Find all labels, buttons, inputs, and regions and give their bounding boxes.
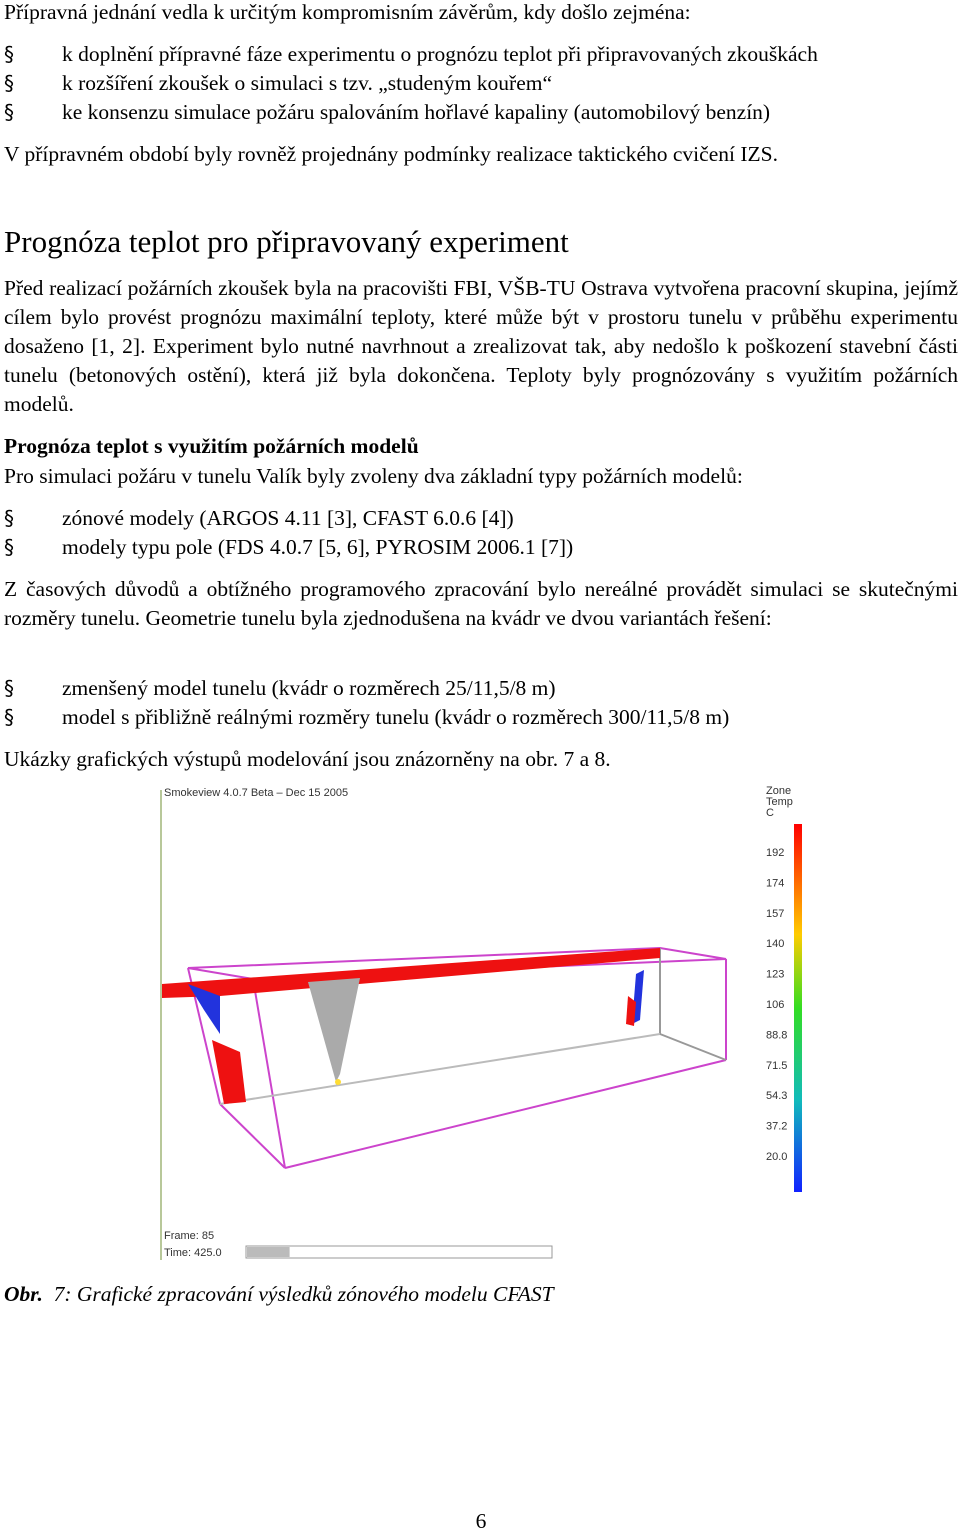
- section-sign-bullet: §: [4, 676, 14, 700]
- smokeview-figure: [160, 784, 810, 1266]
- legend-title-line: C: [766, 807, 774, 819]
- frame-label: Frame: 85: [164, 1230, 215, 1242]
- legend-tick-label: 54.3: [766, 1090, 788, 1103]
- bullet-list-2: [4, 504, 573, 562]
- legend-title-line: Temp: [766, 796, 793, 808]
- caption-text: : Grafické zpracování výsledků zónového modelu CFAST: [64, 1282, 554, 1306]
- legend-tick-label: 106: [766, 999, 785, 1011]
- fire-source: [335, 1079, 341, 1085]
- section-sign-bullet: §: [4, 100, 14, 124]
- legend-tick-label: 174: [766, 877, 785, 890]
- figure-background: [160, 784, 810, 1266]
- list-item: § model s přibližně reálnými rozměry tunelu (kvádr o rozměrech 300/11,5/8 m): [4, 703, 729, 732]
- legend-tick-label: 20.0: [766, 1151, 788, 1163]
- subsection-heading: Prognóza teplot s využitím požárních modelů: [4, 434, 419, 458]
- list-item: § k doplnění přípravné fáze experimentu o prognózu teplot při připravovaných zkouškách: [4, 40, 818, 69]
- page-number: 6: [475, 1509, 487, 1533]
- legend-color-bar: [794, 824, 802, 1192]
- time-label: Time: 425.0: [164, 1247, 222, 1259]
- time-progress-fill: [247, 1247, 290, 1257]
- geometry-paragraph: Z časových důvodů a obtížného programového zpracování bylo nereálné provádět simulaci se skutečnými rozměry tunelu. Geometrie tunelu byla zjednodušena na kvádr ve dvou variantách řešení:: [4, 577, 958, 630]
- section-heading: Prognóza teplot pro připravovaný experiment: [4, 224, 569, 259]
- list-item: § k rozšíření zkoušek o simulaci s tzv. „studeným kouřem“: [4, 69, 818, 98]
- preparation-paragraph: V přípravném období byly rovněž projednány podmínky realizace taktického cvičení IZS.: [4, 142, 778, 166]
- models-intro-paragraph: Pro simulaci požáru v tunelu Valík byly zvoleny dva základní typy požárních modelů:: [4, 464, 743, 488]
- list-item: § modely typu pole (FDS 4.0.7 [5, 6], PYROSIM 2006.1 [7]): [4, 533, 573, 562]
- legend-tick-label: 140: [766, 938, 785, 951]
- legend-tick-label: 157: [766, 907, 785, 920]
- legend-title-line: Zone: [766, 785, 792, 797]
- outputs-paragraph: Ukázky grafických výstupů modelování jsou znázorněny na obr. 7 a 8.: [4, 747, 611, 771]
- section-sign-bullet: §: [4, 71, 14, 95]
- forecast-paragraph: Před realizací požárních zkoušek byla na pracovišti FBI, VŠB-TU Ostrava vytvořena pracovní skupina, jejímž cílem bylo provést prognózu maximální teploty, které může být v prostoru tunelu v průběhu experimentu dosaženo [1, 2]. Experiment bylo nutné navrhnout a zrealizovat tak, aby nedošlo k poškození stavební části tunelu (betonových ostění), která již byla dokončena. Teploty byly prognózovány s využitím požárních modelů.: [4, 276, 958, 416]
- legend-tick-label: 123: [766, 968, 785, 981]
- legend-tick-label: 88.8: [766, 1029, 788, 1042]
- section-sign-bullet: §: [4, 42, 14, 66]
- legend-tick-label: 37.2: [766, 1120, 788, 1133]
- section-sign-bullet: §: [4, 506, 14, 530]
- caption-number: 7: [53, 1282, 65, 1306]
- bullet-list-1: [4, 40, 818, 127]
- legend-tick-label: 192: [766, 847, 785, 859]
- list-item: § zónové modely (ARGOS 4.11 [3], CFAST 6.0.6 [4]): [4, 504, 573, 533]
- section-sign-bullet: §: [4, 535, 14, 559]
- section-sign-bullet: §: [4, 705, 14, 729]
- list-item: § ke konsenzu simulace požáru spalováním hořlavé kapaliny (automobilový benzín): [4, 98, 818, 127]
- caption-label: Obr.: [4, 1282, 43, 1306]
- intro-paragraph: Přípravná jednání vedla k určitým kompromisním závěrům, kdy došlo zejména:: [4, 0, 691, 24]
- list-item: § zmenšený model tunelu (kvádr o rozměrech 25/11,5/8 m): [4, 674, 729, 703]
- time-progress-track[interactable]: [246, 1246, 552, 1258]
- bullet-list-3: [4, 674, 729, 732]
- figure-caption: [4, 1280, 554, 1309]
- app-title: Smokeview 4.0.7 Beta – Dec 15 2005: [164, 787, 349, 799]
- legend-tick-label: 71.5: [766, 1059, 788, 1072]
